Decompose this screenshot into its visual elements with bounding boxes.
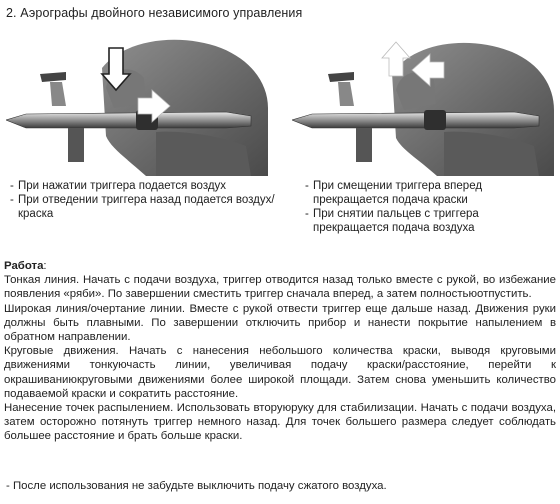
footer-note: - После использования не забудьте выключить подачу сжатого воздуха.	[6, 480, 387, 492]
caption-item: - При нажатии триггера подается воздух	[10, 180, 227, 192]
work-paragraph: Круговые движения. Начать с нанесения небольшого количества краски, выводя круговыми движениями тонкуючасть линии, увеличивая подачу краски/расстояние, перейти к окрашиваниюкруговыми движениями более широкой площади. Затем снова уменьшить количество подаваемой краски и сократить расстояние.	[4, 345, 556, 400]
work-paragraph: Нанесение точек распылением. Использовать вторуюруку для стабилизации. Начать с подачи воздуха, затем осторожно потянуть триггер немного назад. Для точек большего размера следует соблюдать большее расстояние и брать больше краски.	[4, 402, 556, 443]
work-title: Работа	[4, 260, 44, 272]
work-paragraph: Широкая линия/очертание линии. Вместе с рукой отвести триггер еще дальше назад. Движения руки должны быть плавными. По завершении отключить прибор и нанести покрытие напылением в обратном направлении.	[4, 302, 556, 344]
captions-left	[10, 179, 280, 221]
airbrush-photo-press	[6, 28, 268, 176]
airbrush-photo-release	[292, 28, 554, 176]
captions-right	[305, 179, 555, 235]
caption-item: - При отведении триггера назад подается воздух/краска	[10, 194, 275, 220]
airbrush-body	[292, 112, 539, 128]
work-title-line: Работа:	[4, 260, 47, 272]
section-heading: 2. Аэрографы двойного независимого управления	[6, 6, 303, 20]
work-paragraph: Тонкая линия. Начать с подачи воздуха, триггер отводится назад только вместе с рукой, во избежание появления «ряби». По завершении сместить триггер сначала вперед, а затем полностьюотпустить.	[4, 274, 556, 301]
work-section	[4, 259, 556, 444]
caption-item: - При снятии пальцев с триггера прекращается подача воздуха	[305, 208, 479, 234]
caption-item: - При смещении триггера вперед прекращается подача краски	[305, 180, 483, 206]
airbrush-body	[6, 112, 251, 128]
